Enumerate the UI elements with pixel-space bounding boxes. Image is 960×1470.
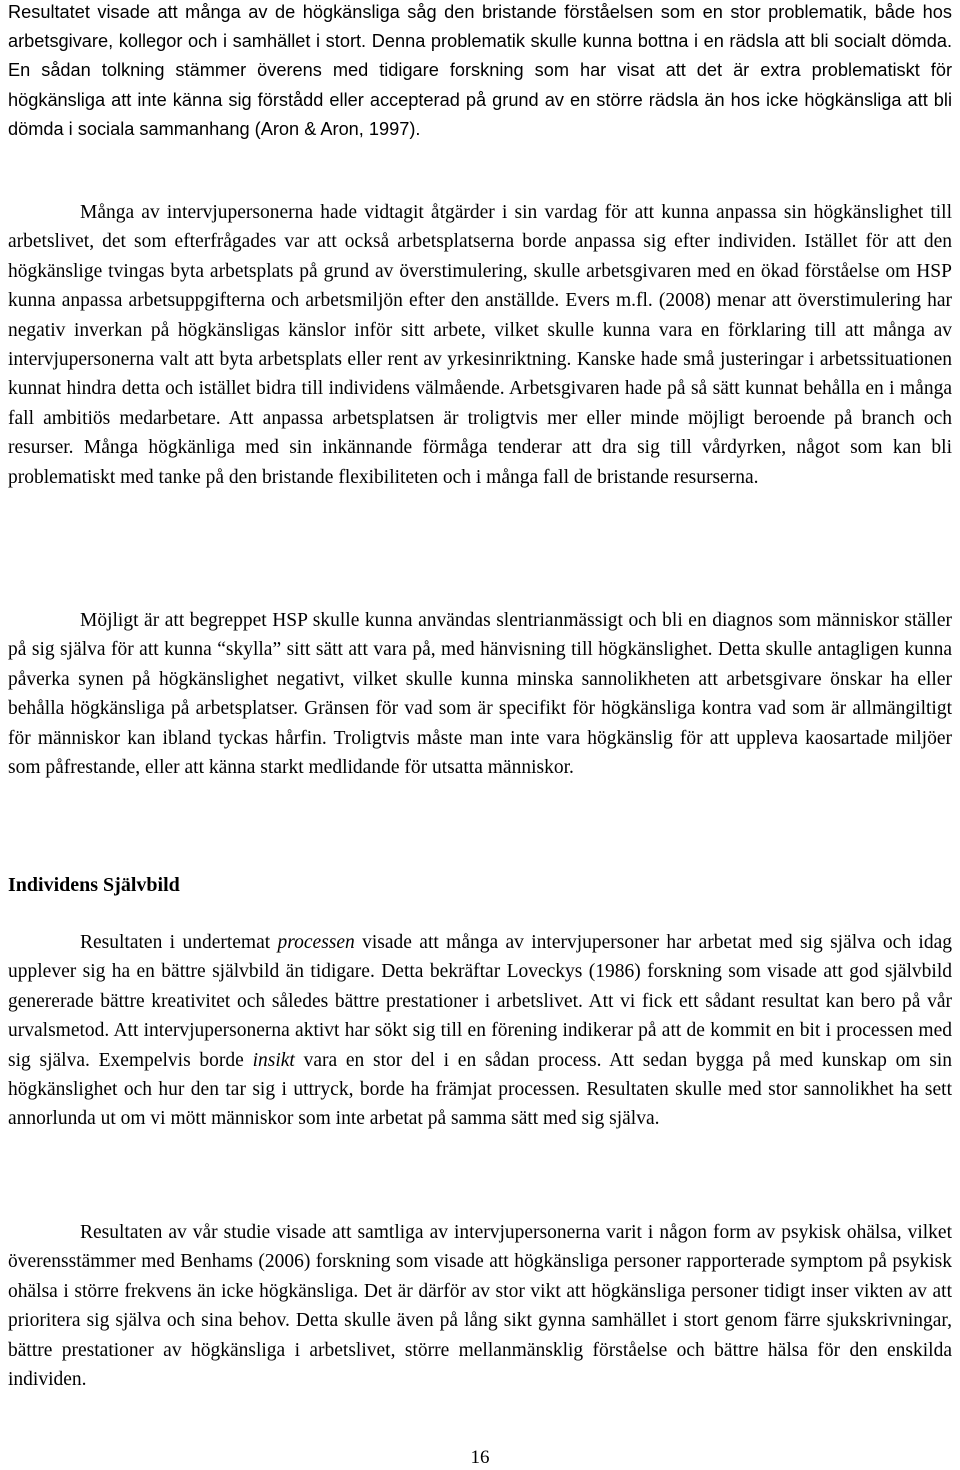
paragraph-social-judgement: Resultatet visade att många av de högkänsliga såg den bristande förståelsen som en stor problematik, både hos arbetsgivare, kollegor och i samhället i stort. Denna problematik skulle kunna bottna i en rädsla att bli socialt dömda. En sådan tolkning stämmer överens med tidigare forskning som har visat att det är extra problematiskt för högkänsliga att inte känna sig förstådd eller accepterad på grund av en större rädsla än hos icke högkänsliga att bli dömda i sociala sammanhang (Aron & Aron, 1997). [8,2,952,139]
paragraph-self-image-part-a: Resultaten i undertemat [80,932,278,953]
paragraph-self-image-part-e: vara en stor del i en sådan process. Att sedan bygga på med kunskap om sin högkänslighet och hur den tar sig i uttryck, borde ha främjat processen. Resultaten skulle med stor sannolikhet ha sett annorlunda ut om vi mött människor som inte arbetat på samma sätt med sig själva. [8,1049,953,1130]
paragraph-mental-health: Resultaten av vår studie visade att samtliga av intervjupersonerna varit i någon form av psykisk ohälsa, vilket överensstämmer med Benhams (2006) forskning som visade att högkänsliga personer rapporterade symptom på psykisk ohälsa i större frekvens än icke högkänsliga. Det är därför av stor vikt att högkänsliga personer tidigt inser vikten av att prioritera sig själva och sina behov. Detta skulle även på lång sikt gynna samhället i stort genom färre sjukskrivningar, bättre prestationer av högkänsliga i arbetslivet, större mellanmänsklig förståelse och bättre hälsa för den enskilda individen. [8,1222,952,1391]
paragraph-hsp-diagnosis: Möjligt är att begreppet HSP skulle kunna användas slentrianmässigt och bli en diagnos som människor ställer på sig själva för att kunna “skylla” sitt sätt att vara på, med hänvisning till högkänslighet. Detta skulle antagligen kunna påverka synen på högkänslighet negativt, vilket skulle kunna minska sannolikheten att arbetsgivare önskar ha eller behålla högkänsliga på arbetsplatser. Gränsen för vad som är specifikt för högkänsliga kontra vad som är allmängiltigt för människor kan ibland tyckas hårfin. Troligtvis måste man inte vara högkänslig för att uppleva kaosartade miljöer som påfrestande, eller att känna starkt medlidande för utsatta människor. [8,610,952,779]
paragraph-self-image-part-c: visade att många av intervjupersoner har arbetat med sig själva och idag upplever sig ha en bättre självbild än tidigare. Detta bekräftar Loveckys (1986) forskning som visade att god självbild genererade bättre kreativitet och således bättre prestationer i arbetslivet. Att vi fick ett sådant resultat kan bero på vår urvalsmetod. Att intervjupersonerna aktivt har sökt sig till en förening indikerar på att de kommit en bit i processen med sig själva. Exempelvis borde [8,932,952,1071]
emphasis-processen: processen [277,932,355,953]
page-number: 16 [470,1447,490,1468]
section-heading: Individens Självbild [8,874,180,896]
paragraph-workplace-adaptation: Många av intervjupersonerna hade vidtagit åtgärder i sin vardag för att kunna anpassa sin högkänslighet till arbetslivet, det som efterfrågades var att också arbetsplatserna borde anpassa sig efter individen. Istället för att den högkänslige tvingas byta arbetsplats på grund av överstimulering, skulle arbetsgivaren med en ökad förståelse om HSP kunna anpassa arbetsuppgifterna och arbetsmiljön efter den anställde. Evers m.fl. (2008) menar att överstimulering har negativ inverkan på högkänsligas känslor inför sitt arbete, vilket skulle kunna vara en förklaring till att många av intervjupersonerna valt att byta arbetsplats eller rent av yrkesinriktning. Kanske hade små justeringar i arbetssituationen kunnat hindra detta och istället bidra till individens välmående. Arbetsgivaren hade på så sätt kunnat behålla en i många fall ambitiös medarbetare. Att anpassa arbetsplatsen är troligtvis mer eller minde möjligt beroende på branch och resurser. Många högkänliga med sin inkännande förmåga tenderar att dra sig till vårdyrken, något som kan bli problematiskt med tanke på den bristande flexibiliteten och i många fall de bristande resurserna. [8,202,952,488]
emphasis-insikt: insikt [252,1049,295,1071]
paragraph-self-image [8,928,952,1134]
